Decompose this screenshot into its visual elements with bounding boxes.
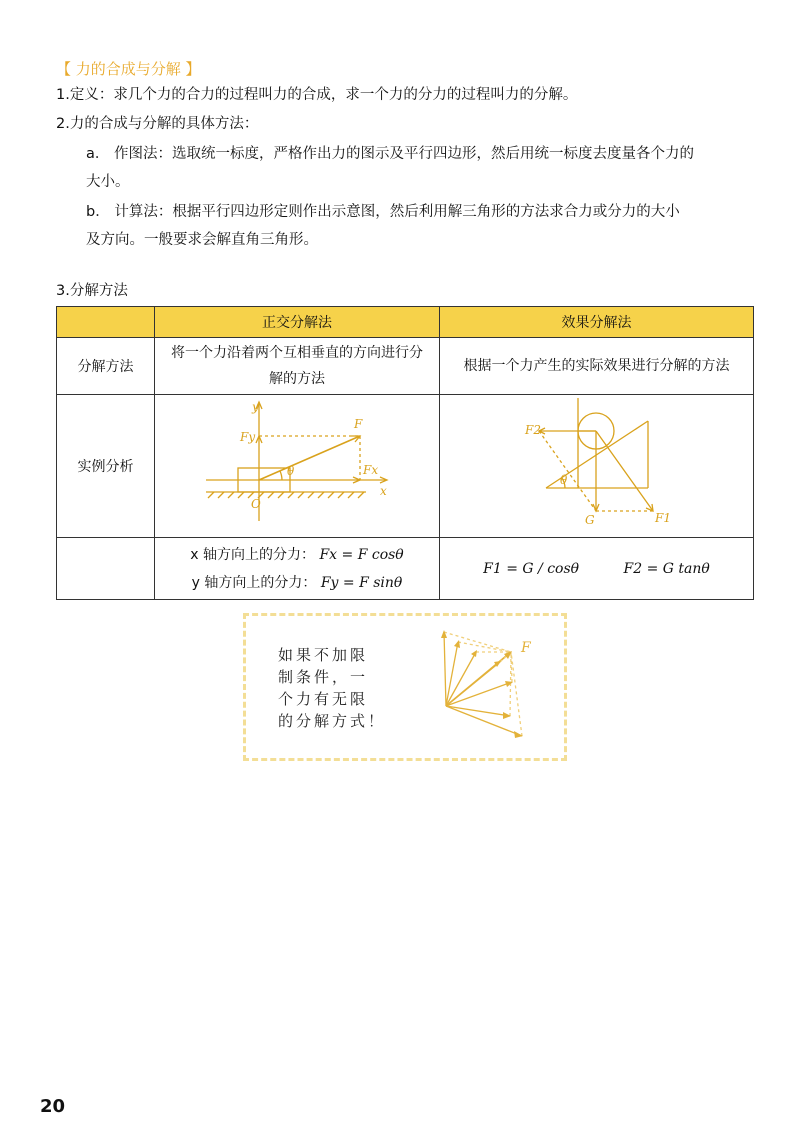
- header-effect: 效果分解法: [440, 307, 754, 338]
- effect-diagram-cell: [440, 395, 754, 538]
- x-component-line: [156, 541, 438, 569]
- table-row: [57, 538, 754, 600]
- label-f1: F1: [655, 511, 671, 525]
- label-fy: Fy: [240, 430, 256, 444]
- note-box: [243, 613, 567, 761]
- page-number: 20: [40, 1096, 66, 1117]
- theta-arc: [280, 471, 282, 480]
- f1-vector: [596, 431, 653, 511]
- label-f2: F2: [525, 423, 541, 437]
- section-title: 【 力的合成与分解 】: [56, 60, 201, 78]
- method-a-line1: a． 作图法：选取统一标度，严格作出力的图示及平行四边形，然后用统一标度去度量各个力的: [86, 146, 694, 162]
- note-line: 如果不加限: [278, 646, 369, 664]
- method-b-line2: 及方向。一般要求会解直角三角形。: [86, 232, 318, 248]
- x-component-text: x 轴方向上的分力：: [190, 546, 315, 563]
- table-header-row: [57, 307, 754, 338]
- orthogonal-formulas-cell: [155, 538, 440, 600]
- row-label-method: 分解方法: [57, 338, 155, 395]
- fan-arrow-6: [446, 706, 510, 716]
- orthogonal-method-desc: 将一个力沿着两个互相垂直的方向进行分解的方法: [155, 338, 440, 395]
- decomposition-table: [56, 306, 754, 600]
- force-f-vector: [259, 436, 360, 480]
- decomposition-heading: 3.分解方法: [56, 283, 128, 299]
- label-f: F: [354, 417, 363, 431]
- dashed-diagonal: [539, 431, 596, 511]
- f2-formula: F2 = G tanθ: [623, 560, 710, 577]
- fan-arrow-7: [446, 706, 522, 736]
- force-fan-diagram: [426, 624, 556, 752]
- label-y: y: [252, 400, 259, 414]
- label-x: x: [380, 484, 387, 498]
- row-label-empty: [57, 538, 155, 600]
- label-o: O: [251, 497, 261, 511]
- effect-method-desc: 根据一个力产生的实际效果进行分解的方法: [440, 338, 754, 395]
- note-line: 的分解方式！: [278, 712, 387, 730]
- y-component-text: y 轴方向上的分力：: [191, 574, 317, 591]
- note-text: [278, 644, 386, 732]
- method-a-line2: 大小。: [86, 174, 130, 190]
- table-row: [57, 395, 754, 538]
- label-g: G: [585, 513, 595, 527]
- row-label-example: 实例分析: [57, 395, 155, 538]
- orthogonal-diagram-cell: [155, 395, 440, 538]
- f1-formula: F1 = G / cosθ: [483, 560, 580, 577]
- note-line: 制条件，一: [278, 668, 369, 686]
- effect-diagram: [441, 396, 755, 532]
- y-component-formula: Fy = F sinθ: [320, 574, 403, 591]
- effect-formulas-cell: [440, 538, 754, 600]
- method-heading: 2.力的合成与分解的具体方法：: [56, 116, 259, 132]
- header-blank: [57, 307, 155, 338]
- label-fx: Fx: [363, 463, 379, 477]
- x-component-formula: Fx = F cosθ: [319, 546, 404, 563]
- label-theta: θ: [560, 473, 568, 487]
- label-f: F: [521, 640, 531, 656]
- header-orthogonal: 正交分解法: [155, 307, 440, 338]
- table-row: [57, 338, 754, 395]
- fan-arrow-5: [446, 682, 512, 706]
- note-line: 个力有无限: [278, 690, 369, 708]
- ground-hatch: [208, 492, 364, 498]
- fan-arrow-1: [444, 632, 446, 706]
- label-theta: θ: [287, 464, 295, 478]
- method-b-line1: b． 计算法：根据平行四边形定则作出示意图，然后利用解三角形的方法求合力或分力的大小: [86, 204, 680, 220]
- y-component-line: [156, 569, 438, 597]
- definition-text: 1.定义：求几个力的合力的过程叫力的合成，求一个力的分力的过程叫力的分解。: [56, 87, 578, 103]
- orthogonal-diagram: [156, 396, 441, 532]
